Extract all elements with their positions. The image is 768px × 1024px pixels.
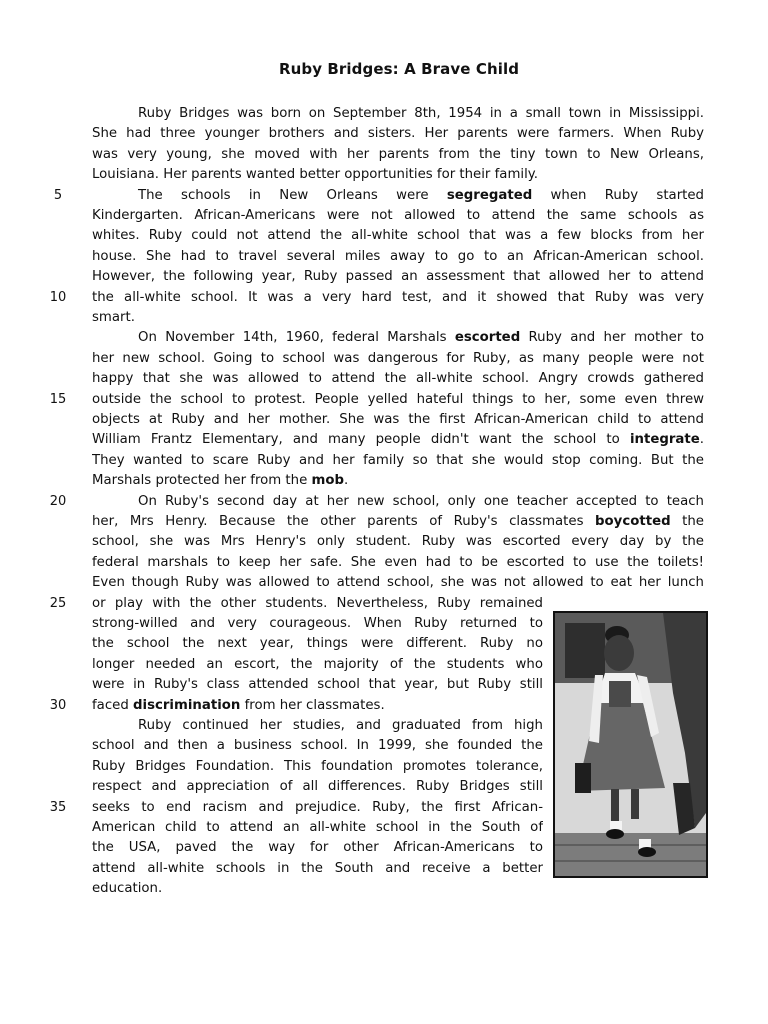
text-line: the school the next year, things were different. Ruby no xyxy=(92,636,543,652)
text-line: However, the following year, Ruby passed an assessment that allowed her to attend xyxy=(92,269,704,285)
text-line: Ruby Bridges was born on September 8th, 1954 in a small town in Mississippi. xyxy=(138,106,704,121)
text-line: objects at Ruby and her mother. She was the first African-American child to attend xyxy=(92,412,704,427)
text-segment: The schools in New Orleans were xyxy=(138,187,447,203)
text-segment: when Ruby started xyxy=(532,187,704,203)
text-line: On Ruby's second day at her new school, only one teacher accepted to teach xyxy=(138,493,704,509)
photo-ruby-bridges xyxy=(553,611,708,878)
text-line: She had three younger brothers and sisters. Her parents were farmers. When Ruby xyxy=(92,126,704,142)
text-line: Kindergarten. African-Americans were not allowed to attend the same schools as xyxy=(92,208,704,223)
text-line: school and then a business school. In 1999, she founded the xyxy=(92,738,543,754)
text-line: longer needed an escort, the majority of the students who xyxy=(92,656,543,672)
text-line: attend all-white schools in the South and receive a better xyxy=(92,860,543,876)
text-line: whites. Ruby could not attend the all-white school that was a few blocks from her xyxy=(92,228,704,244)
text-line: federal marshals to keep her safe. She even had to be escorted to use the toilets! xyxy=(92,554,704,570)
text-line xyxy=(92,186,704,206)
text-segment: Marshals protected her from the xyxy=(92,473,312,489)
line-number: 20 xyxy=(49,493,67,509)
text-segment: On November 14th, 1960, federal Marshals xyxy=(138,330,455,346)
vocabulary-word: mob xyxy=(311,473,344,489)
text-line: happy that she was allowed to attend the all-white school. Angry crowds gathered xyxy=(92,371,704,387)
vocabulary-word: discrimination xyxy=(133,697,241,713)
text-line: the USA, paved the way for other African-Americans to xyxy=(92,840,543,856)
line-number: 15 xyxy=(49,391,67,407)
page-title: Ruby Bridges: A Brave Child xyxy=(278,60,520,78)
vocabulary-word: boycotted xyxy=(595,514,671,529)
text-line xyxy=(92,471,704,491)
text-line: American child to attend an all-white school in the South of xyxy=(92,820,543,835)
text-line: outside the school to protest. People yelled hateful things to her, some even threw xyxy=(92,391,704,407)
vocabulary-word: segregated xyxy=(446,187,533,203)
text-line: her new school. Going to school was dangerous for Ruby, as many people were not xyxy=(92,350,704,366)
text-line: was very young, she moved with her parents from the tiny town to New Orleans, xyxy=(92,146,704,162)
text-line: respect and appreciation of all differences. Ruby Bridges still xyxy=(92,779,543,795)
line-number: 30 xyxy=(49,697,67,713)
text-segment: . xyxy=(344,473,349,489)
text-segment: from her classmates. xyxy=(240,697,385,713)
text-segment: her, Mrs Henry. Because the other parents of Ruby's classmates xyxy=(92,514,596,529)
text-line xyxy=(92,430,704,450)
text-line: school, she was Mrs Henry's only student. Ruby was escorted every day by the xyxy=(92,534,704,550)
text-segment: Ruby and her mother to xyxy=(520,330,704,346)
line-number: 35 xyxy=(49,799,67,815)
text-line: the all-white school. It was a very hard test, and it showed that Ruby was very xyxy=(92,289,704,305)
text-segment: faced xyxy=(92,697,133,713)
text-line xyxy=(92,696,543,716)
text-segment: . xyxy=(699,432,704,448)
line-number: 5 xyxy=(53,187,63,203)
text-segment: William Frantz Elementary, and many people didn't want the school to xyxy=(92,432,630,448)
text-line: or play with the other students. Nevertheless, Ruby remained xyxy=(92,595,543,611)
vocabulary-word: integrate xyxy=(629,432,700,448)
text-segment: the xyxy=(670,514,704,529)
text-line xyxy=(92,512,704,532)
text-line xyxy=(92,328,704,348)
vocabulary-word: escorted xyxy=(454,330,521,346)
text-line: They wanted to scare Ruby and her family so that she would stop coming. But the xyxy=(92,452,704,468)
text-line: education. xyxy=(92,881,163,897)
text-line: Even though Ruby was allowed to attend school, she was not allowed to eat her lunch xyxy=(92,575,704,591)
line-number: 10 xyxy=(49,289,67,305)
text-line: Ruby continued her studies, and graduated from high xyxy=(138,718,543,733)
text-line: house. She had to travel several miles away to go to an African-American school. xyxy=(92,248,704,264)
text-line: were in Ruby's class attended school that year, but Ruby still xyxy=(92,677,543,693)
line-number: 25 xyxy=(49,595,67,611)
text-line: seeks to end racism and prejudice. Ruby, the first African- xyxy=(92,799,543,815)
text-line: strong-willed and very courageous. When Ruby returned to xyxy=(92,616,543,631)
text-line: Louisiana. Her parents wanted better opportunities for their family. xyxy=(92,167,538,183)
text-line: Ruby Bridges Foundation. This foundation promotes tolerance, xyxy=(92,758,543,774)
text-line: smart. xyxy=(92,310,135,325)
